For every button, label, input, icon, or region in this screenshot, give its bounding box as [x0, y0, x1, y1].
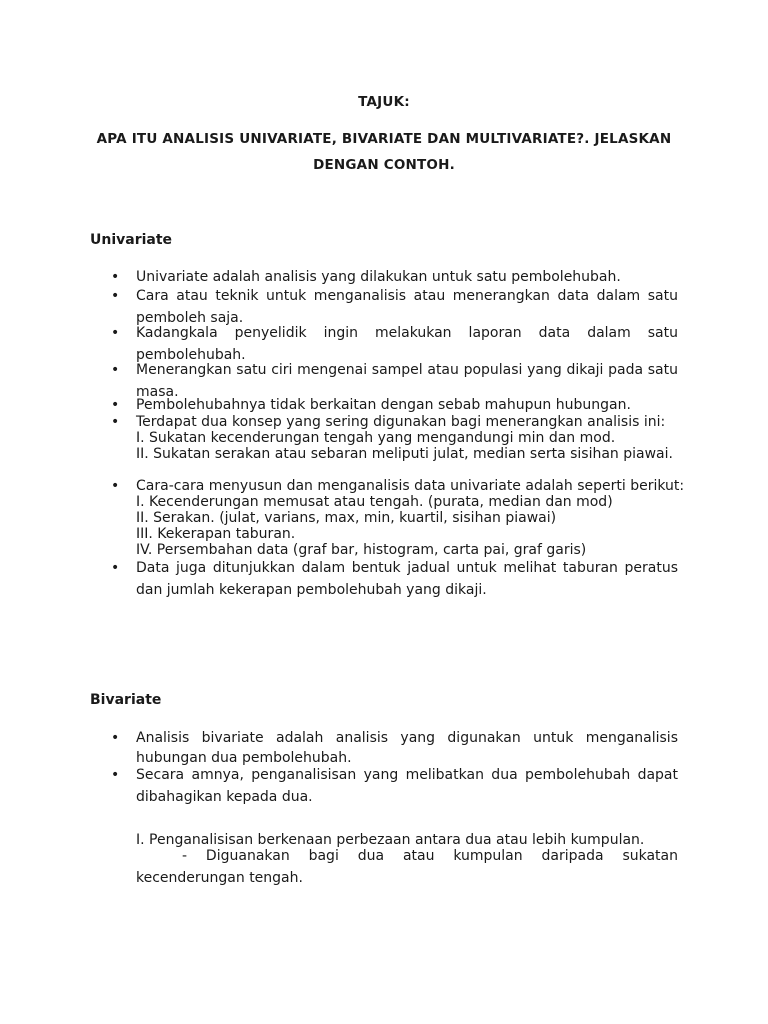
point-text: I. Penganalisisan berkenaan perbezaan antara dua atau lebih kumpulan. — [136, 832, 645, 848]
bullet-icon: • — [111, 325, 120, 341]
heading-label: TAJUK: — [358, 94, 410, 110]
list-item-text-cont: dan jumlah kekerapan pembolehubah yang dikaji. — [136, 582, 487, 598]
list-item-text: Menerangkan satu ciri mengenai sampel atau populasi yang dikaji pada satu — [136, 362, 678, 378]
title-line-1: APA ITU ANALISIS UNIVARIATE, BIVARIATE DAN MULTIVARIATE?. JELASKAN — [96, 131, 672, 147]
list-item-text-cont: masa. — [136, 384, 179, 400]
list-item-subline: I. Kecenderungan memusat atau tengah. (purata, median dan mod) — [136, 494, 613, 510]
point-block — [90, 832, 678, 891]
bivariate-point-1 — [90, 832, 678, 891]
list-item-text: Kadangkala penyelidik ingin melakukan laporan data dalam satu — [136, 325, 678, 341]
list-item-text: Data juga ditunjukkan dalam bentuk jadual untuk melihat taburan peratus — [136, 560, 678, 576]
bullet-icon: • — [111, 767, 120, 783]
list-item-text: Terdapat dua konsep yang sering digunakan bagi menerangkan analisis ini: — [136, 414, 666, 430]
list-item-text-cont: pemboleh saja. — [136, 310, 244, 326]
list-item-text: Cara-cara menyusun dan menganalisis data univariate adalah seperti berikut: — [136, 478, 685, 494]
list-item-subline: II. Serakan. (julat, varians, max, min, kuartil, sisihan piawai) — [136, 510, 557, 526]
list-item — [90, 767, 678, 810]
section-heading-univariate: Univariate — [90, 232, 173, 248]
univariate-list — [90, 269, 685, 603]
list-item-text: Secara amnya, penganalisisan yang melibatkan dua pembolehubah dapat — [136, 767, 678, 783]
list-item-subline: III. Kekerapan taburan. — [136, 526, 296, 542]
bivariate-list — [90, 730, 678, 810]
bullet-icon: • — [111, 560, 120, 576]
bullet-icon: • — [111, 397, 120, 413]
point-subtext-cont: kecenderungan tengah. — [136, 870, 303, 886]
list-item-text-cont: dibahagikan kepada dua. — [136, 789, 313, 805]
list-item — [90, 478, 685, 558]
title-line-2: DENGAN CONTOH. — [313, 157, 455, 173]
section-heading-bivariate: Bivariate — [90, 692, 162, 708]
bullet-icon: • — [111, 288, 120, 304]
list-item — [90, 560, 678, 603]
bullet-icon: • — [111, 414, 120, 430]
list-item-text-cont: pembolehubah. — [136, 347, 246, 363]
bullet-icon: • — [111, 269, 120, 285]
list-item-subline: II. Sukatan serakan atau sebaran meliputi julat, median serta sisihan piawai. — [136, 446, 673, 462]
list-item-text: Analisis bivariate adalah analisis yang digunakan untuk menganalisis — [136, 730, 678, 746]
list-item-text: Univariate adalah analisis yang dilakukan untuk satu pembolehubah. — [136, 269, 621, 285]
bullet-icon: • — [111, 730, 120, 746]
list-item-subline: IV. Persembahan data (graf bar, histogram, carta pai, graf garis) — [136, 542, 587, 558]
bullet-icon: • — [111, 362, 120, 378]
list-item-text: Cara atau teknik untuk menganalisis atau menerangkan data dalam satu — [136, 288, 678, 304]
list-item — [90, 414, 678, 462]
list-item — [90, 269, 678, 285]
bullet-icon: • — [111, 478, 120, 494]
list-item — [90, 730, 678, 766]
list-item-text: Pembolehubahnya tidak berkaitan dengan sebab mahupun hubungan. — [136, 397, 631, 413]
list-item — [90, 397, 678, 413]
list-item-subline: I. Sukatan kecenderungan tengah yang mengandungi min dan mod. — [136, 430, 616, 446]
list-item-text-cont: hubungan dua pembolehubah. — [136, 750, 352, 766]
point-subtext: - Diguanakan bagi dua atau kumpulan daripada sukatan — [182, 848, 678, 864]
